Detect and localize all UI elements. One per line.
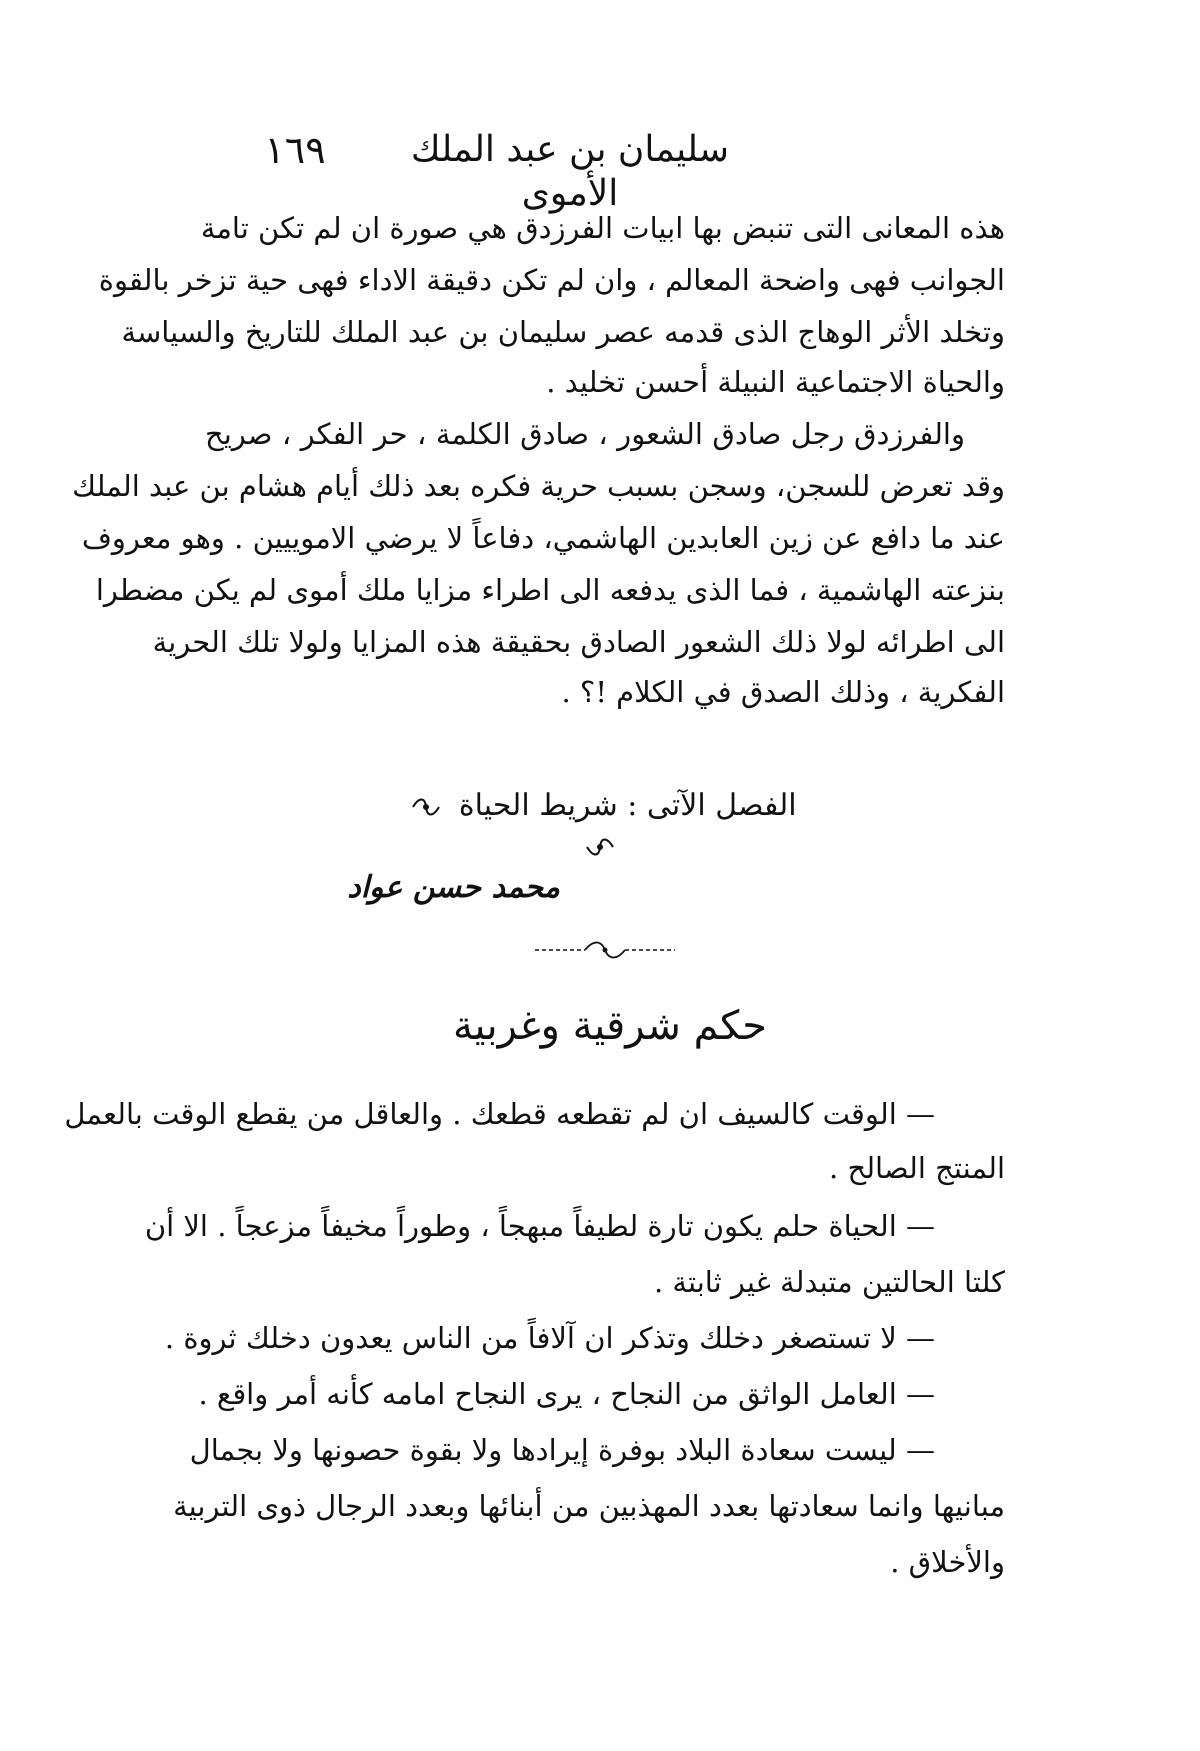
saying-2-line-1: — الحياة حلم يكون تارة لطيفاً مبهجاً ، وطوراً مخيفاً مزعجاً . الا أن bbox=[144, 1209, 935, 1243]
paragraph-2-line-3: عند ما دافع عن زين العابدين الهاشمي، دفاعاً لا يرضي الاموييين . وهو معروف bbox=[81, 521, 1005, 555]
page-number: ١٦٩ bbox=[264, 128, 326, 172]
paragraph-1-line-2: الجوانب فهى واضحة المعالم ، وان لم تكن دقيقة الاداء فهى حية تزخر بالقوة bbox=[98, 263, 1005, 297]
paragraph-2-line-4: بنزعته الهاشمية ، فما الذى يدفعه الى اطراء مزايا ملك أموى لم يكن مضطرا bbox=[95, 573, 1005, 607]
paragraph-2-line-2: وقد تعرض للسجن، وسجن بسبب حرية فكره بعد ذلك أيام هشام بن عبد الملك bbox=[72, 469, 1005, 503]
paragraph-1-line-3: وتخلد الأثر الوهاج الذى قدمه عصر سليمان بن عبد الملك للتاريخ والسياسة bbox=[121, 315, 1005, 349]
author-signature: محمد حسن عواد bbox=[347, 870, 560, 905]
ornament-right-icon bbox=[585, 835, 615, 859]
saying-5-line-2: مبانيها وانما سعادتها بعدد المهذبين من أبنائها وبعدد الرجال ذوى التربية bbox=[173, 1489, 1005, 1523]
next-chapter-note bbox=[400, 786, 800, 866]
saying-5-line-1: — ليست سعادة البلاد بوفرة إيرادها ولا بقوة حصونها ولا بجمال bbox=[189, 1433, 935, 1467]
saying-3-line-1: — لا تستصغر دخلك وتذكر ان آلافاً من الناس يعدون دخلك ثروة . bbox=[164, 1321, 935, 1355]
paragraph-2-line-6: الفكرية ، وذلك الصدق في الكلام !؟ . bbox=[561, 675, 1005, 709]
paragraph-1-line-4: والحياة الاجتماعية النبيلة أحسن تخليد . bbox=[546, 365, 1005, 399]
running-header-title: سليمان بن عبد الملك الأموى bbox=[410, 129, 730, 214]
next-chapter-text: الفصل الآتى : شريط الحياة bbox=[458, 788, 797, 823]
saying-1-line-2: المنتج الصالح . bbox=[829, 1151, 1005, 1185]
ornament-left-icon bbox=[411, 795, 441, 819]
saying-1-line-1: — الوقت كالسيف ان لم تقطعه قطعك . والعاقل من يقطع الوقت بالعمل bbox=[64, 1097, 935, 1131]
saying-4-line-1: — العامل الواثق من النجاح ، يرى النجاح امامه كأنه أمر واقع . bbox=[198, 1377, 935, 1411]
paragraph-1-line-1: هذه المعانى التى تنبض بها ابيات الفرزدق هي صورة ان لم تكن تامة bbox=[200, 211, 1005, 245]
ornamental-divider-icon bbox=[535, 935, 675, 965]
saying-2-line-2: كلتا الحالتين متبدلة غير ثابتة . bbox=[653, 1265, 1005, 1299]
saying-5-line-3: والأخلاق . bbox=[890, 1545, 1005, 1579]
paragraph-2-line-5: الى اطرائه لولا ذلك الشعور الصادق بحقيقة هذه المزايا ولولا تلك الحرية bbox=[152, 625, 1005, 659]
paragraph-2-line-1: والفرزدق رجل صادق الشعور ، صادق الكلمة ، حر الفكر ، صريح bbox=[205, 417, 965, 451]
section-title: حكم شرقية وغربية bbox=[452, 1003, 768, 1049]
